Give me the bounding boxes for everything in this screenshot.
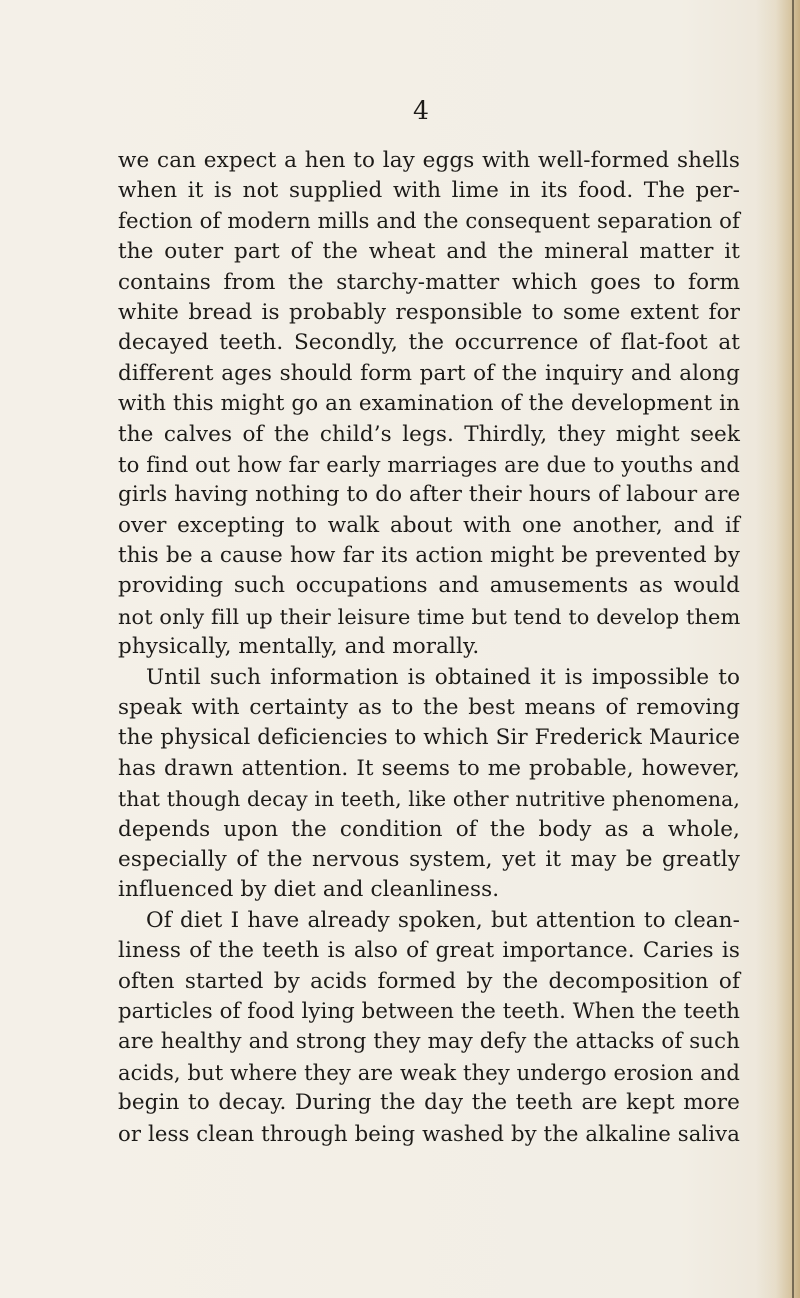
text-line: not only fill up their leisure time but tend to develop them (118, 604, 741, 629)
page-edge-line (792, 0, 794, 1298)
text-line: or less clean through being washed by the alkaline saliva (118, 1120, 740, 1146)
text-line: over excepting to walk about with one another, and if (118, 512, 740, 538)
text-line: the outer part of the wheat and the mineral matter it (118, 239, 740, 265)
text-line: when it is not supplied with lime in its food. The per- (118, 178, 740, 204)
text-line: with this might go an examination of the development in (118, 391, 740, 417)
text-line: acids, but where they are weak they undergo erosion and (118, 1059, 741, 1085)
text-line: contains from the starchy-matter which goes to form (118, 269, 740, 295)
text-line: begin to decay. During the day the teeth are kept more (118, 1090, 740, 1116)
text-line: Of diet I have already spoken, but attention to clean- (146, 907, 740, 933)
text-line: especially of the nervous system, yet it may be greatly (118, 846, 740, 872)
text-line: we can expect a hen to lay eggs with well-formed shells (118, 148, 740, 173)
text-line: are healthy and strong they may defy the attacks of such (118, 1029, 740, 1055)
text-line: often started by acids formed by the decomposition of (118, 968, 740, 994)
text-line: providing such occupations and amusements as would (118, 573, 740, 599)
text-line: to find out how far early marriages are due to youths and (118, 451, 740, 477)
body-text (118, 146, 740, 1149)
text-line: that though decay in teeth, like other nutritive phenomena, (118, 787, 740, 812)
text-line: physically, mentally, and morally. (118, 634, 480, 660)
text-line: decayed teeth. Secondly, the occurrence of flat-foot at (118, 330, 740, 356)
text-line: particles of food lying between the teeth. When the teeth (118, 998, 740, 1024)
text-line: has drawn attention. It seems to me probable, however, (118, 755, 740, 781)
text-line: girls having nothing to do after their hours of labour are (118, 482, 741, 508)
text-line: influenced by diet and cleanliness. (118, 877, 500, 903)
text-line: liness of the teeth is also of great importance. Caries is (118, 938, 740, 964)
text-line: speak with certainty as to the best means of removing (118, 695, 740, 721)
text-line: depends upon the condition of the body as a whole, (118, 816, 740, 842)
text-line: white bread is probably responsible to some extent for (118, 299, 740, 325)
text-line: fection of modern mills and the consequent separation of (118, 208, 740, 234)
text-line: different ages should form part of the inquiry and along (118, 360, 740, 386)
text-line: the physical deficiencies to which Sir Frederick Maurice (118, 725, 740, 751)
text-line: the calves of the child’s legs. Thirdly, they might seek (118, 421, 740, 447)
text-line: Until such information is obtained it is impossible to (146, 664, 740, 690)
text-line: this be a cause how far its action might be prevented by (118, 543, 740, 569)
page-number: 4 (413, 96, 429, 125)
